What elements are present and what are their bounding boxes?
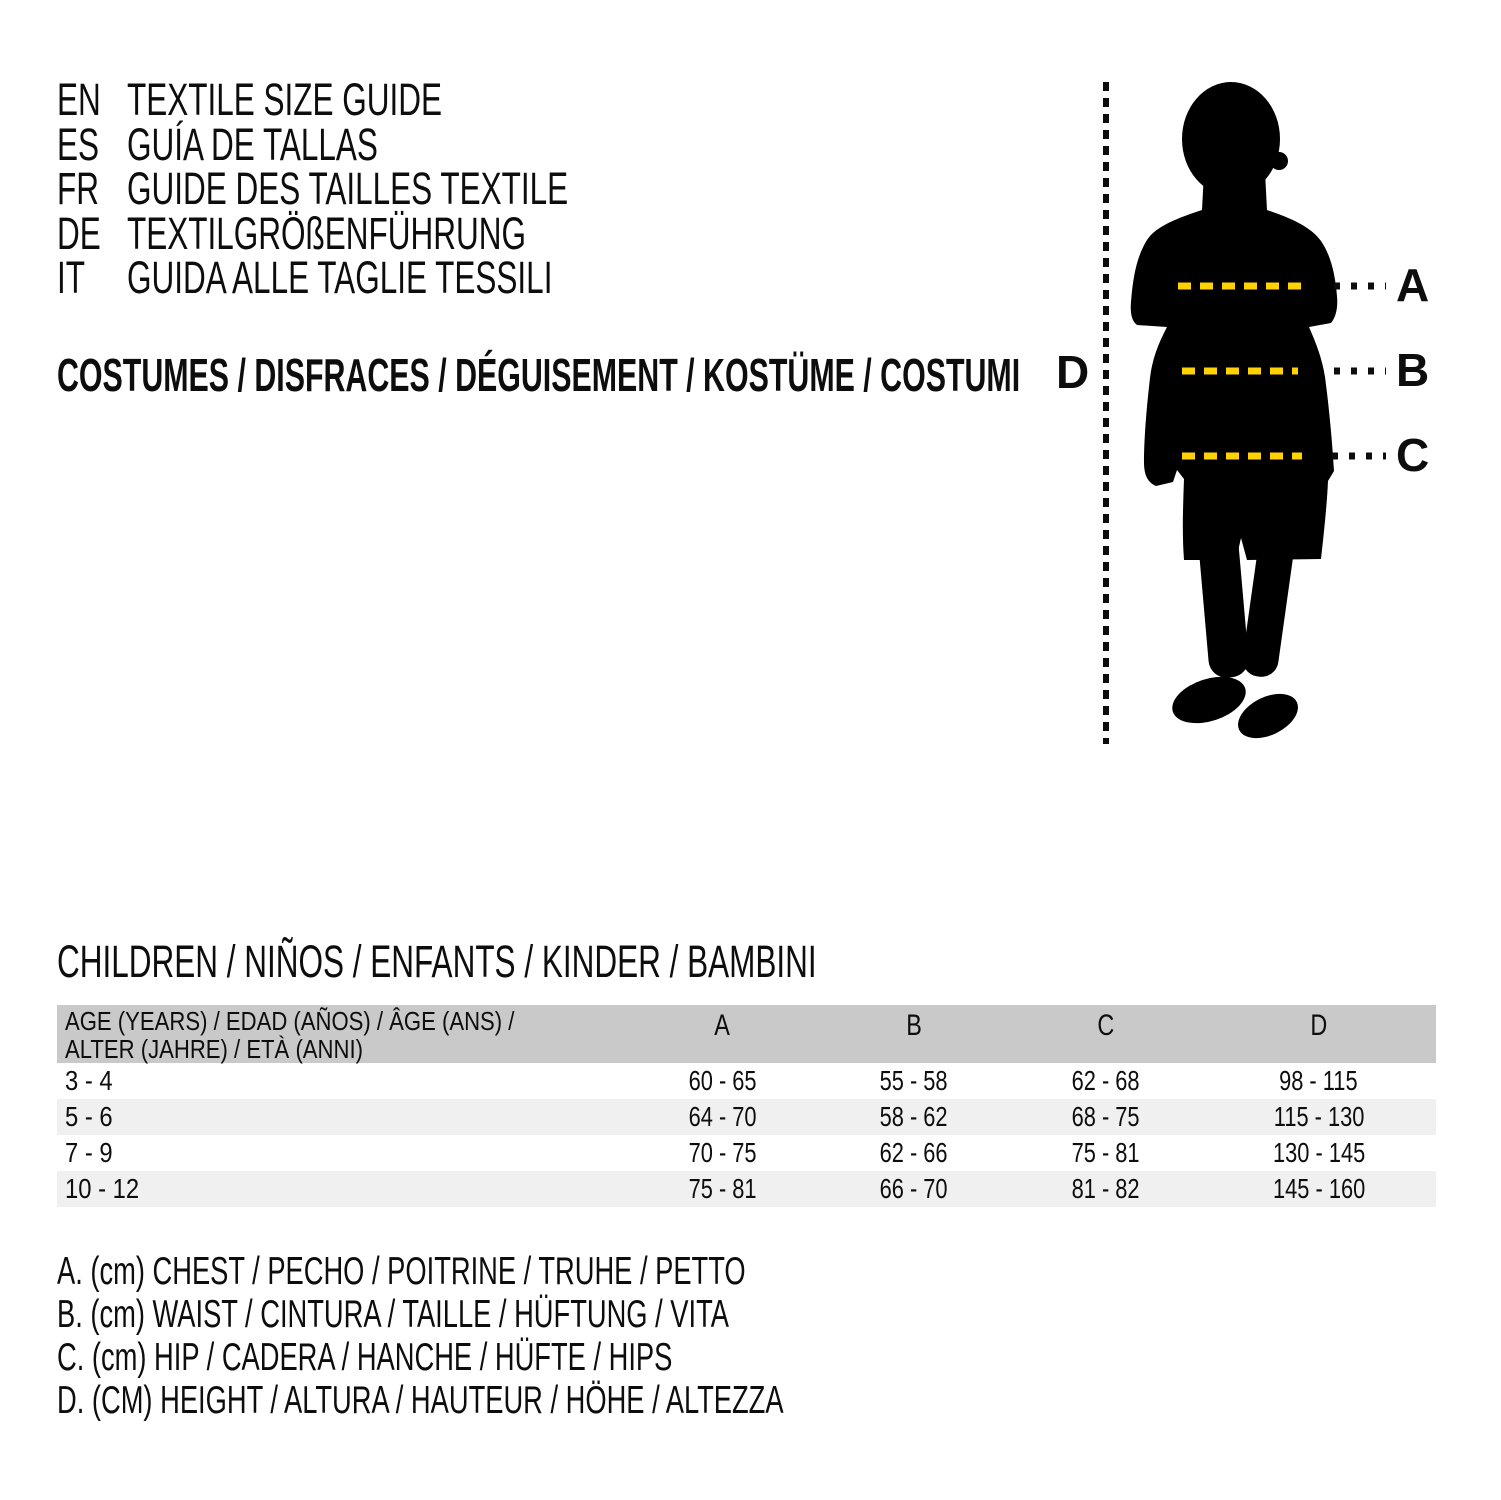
column-header-d: D (1310, 1009, 1328, 1042)
child-silhouette-icon (1131, 82, 1338, 747)
column-header-b: B (906, 1009, 922, 1042)
table-row (57, 1063, 1436, 1099)
column-header-c: C (1097, 1009, 1115, 1042)
hip-cell: 62 - 68 (1071, 1065, 1140, 1096)
table-row (57, 1135, 1436, 1171)
legend-item-height: D. (CM) HEIGHT / ALTURA / HAUTEUR / HÖHE / ALTEZZA (57, 1378, 784, 1422)
height-cell: 115 - 130 (1273, 1101, 1365, 1132)
language-row-fr (57, 163, 757, 214)
waist-label: B (1396, 344, 1430, 396)
child-measurement-figure (1040, 60, 1460, 760)
language-list (57, 74, 757, 303)
language-code: IT (57, 252, 85, 303)
language-label: GUIDA ALLE TAGLIE TESSILI (127, 252, 553, 303)
waist-cell: 58 - 62 (880, 1101, 949, 1132)
language-code: DE (57, 207, 101, 259)
language-label: TEXTILGRÖßENFÜHRUNG (127, 207, 527, 259)
waist-cell: 62 - 66 (880, 1137, 949, 1168)
column-header-a: A (714, 1009, 731, 1042)
age-cell: 10 - 12 (65, 1173, 140, 1204)
chest-cell: 64 - 70 (688, 1101, 757, 1132)
language-row-es (57, 118, 757, 170)
legend-item-waist: B. (cm) WAIST / CINTURA / TAILLE / HÜFTUNG / VITA (57, 1292, 729, 1336)
age-cell: 5 - 6 (65, 1101, 113, 1132)
hip-cell: 75 - 81 (1071, 1137, 1140, 1168)
height-cell: 130 - 145 (1272, 1137, 1365, 1168)
chest-cell: 70 - 75 (688, 1137, 757, 1168)
language-row-de (57, 207, 757, 259)
table-header-row (57, 1005, 1436, 1063)
table-row (57, 1171, 1436, 1207)
language-label: GUÍA DE TALLAS (127, 118, 378, 170)
chest-label: A (1396, 259, 1430, 311)
language-code: FR (57, 163, 99, 214)
height-label: D (1056, 346, 1090, 398)
height-cell: 145 - 160 (1272, 1173, 1365, 1204)
language-row-it (57, 252, 757, 303)
hip-cell: 68 - 75 (1071, 1101, 1140, 1132)
age-cell: 3 - 4 (65, 1065, 113, 1096)
hip-cell: 81 - 82 (1071, 1173, 1140, 1204)
section-title: CHILDREN / NIÑOS / ENFANTS / KINDER / BAMBINI (57, 936, 817, 987)
height-cell: 98 - 115 (1279, 1065, 1359, 1096)
category-title: COSTUMES / DISFRACES / DÉGUISEMENT / KOSTÜME / COSTUMI (57, 349, 1021, 401)
hip-label: C (1396, 429, 1430, 481)
table-row (57, 1099, 1436, 1135)
waist-cell: 66 - 70 (880, 1173, 949, 1204)
language-code: ES (57, 118, 100, 170)
chest-cell: 60 - 65 (688, 1065, 757, 1096)
legend-item-hip: C. (cm) HIP / CADERA / HANCHE / HÜFTE / HIPS (57, 1335, 673, 1379)
size-table (57, 1005, 1436, 1207)
language-label: TEXTILE SIZE GUIDE (127, 74, 443, 125)
age-column-header: AGE (YEARS) / EDAD (AÑOS) / ÂGE (ANS) / ALTER (JAHRE) / ETÀ (ANNI) (65, 1006, 515, 1064)
chest-cell: 75 - 81 (688, 1173, 757, 1204)
measurement-legend (57, 1250, 1095, 1422)
language-code: EN (57, 74, 101, 125)
language-row-en (57, 74, 757, 125)
legend-item-chest: A. (cm) CHEST / PECHO / POITRINE / TRUHE / PETTO (57, 1249, 746, 1293)
waist-cell: 55 - 58 (880, 1065, 949, 1096)
age-cell: 7 - 9 (65, 1137, 113, 1168)
language-label: GUIDE DES TAILLES TEXTILE (127, 163, 569, 214)
